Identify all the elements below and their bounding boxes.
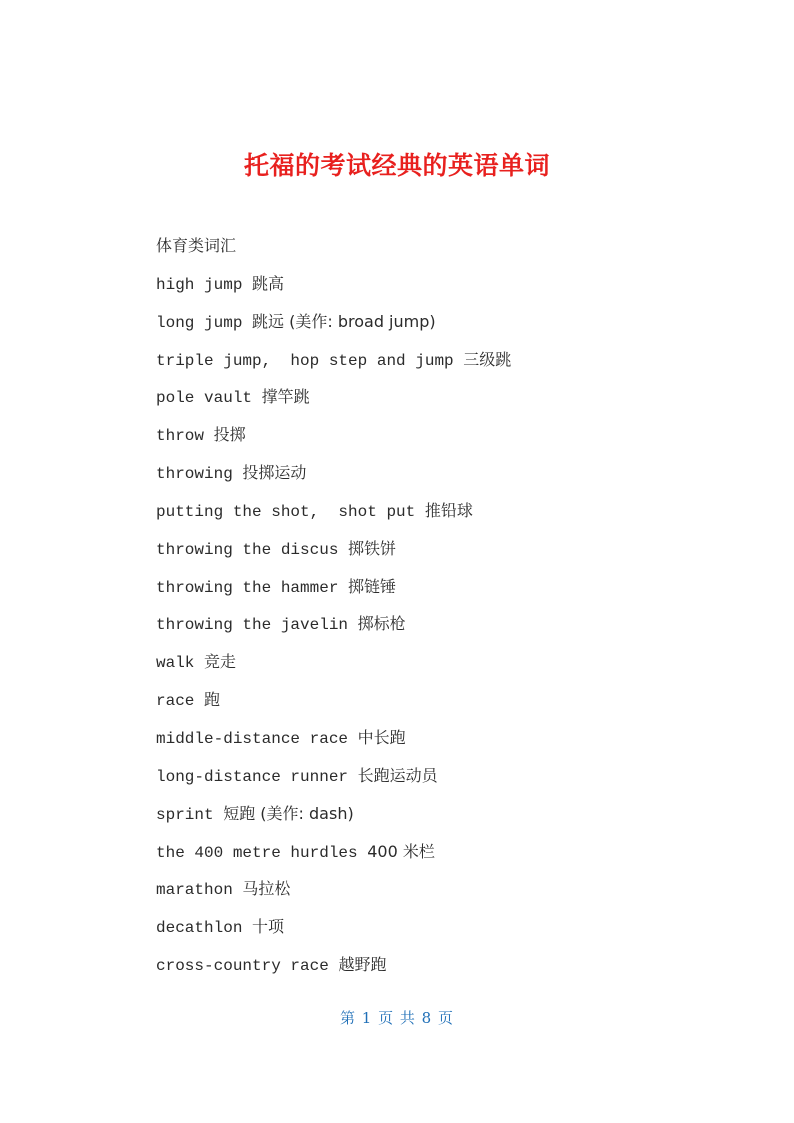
entry-english: cross-country race [156, 957, 329, 976]
entry-chinese: 掷铁饼 [348, 538, 397, 558]
entry-chinese: 投掷运动 [242, 463, 307, 483]
entry-english: throwing [156, 465, 233, 484]
entry-chinese: 跳远 (美作: broad jump) [252, 311, 436, 331]
entry-chinese: 掷链锤 [348, 576, 397, 596]
entry-english: throwing the discus [156, 540, 339, 559]
entry-english: throwing the javelin [156, 616, 349, 635]
page-number-footer: 第 1 页 共 8 页 [340, 1009, 454, 1027]
list-item [156, 874, 716, 912]
list-item [156, 307, 716, 345]
entry-chinese: 400 米栏 [367, 841, 435, 861]
entry-chinese: 竞走 [204, 652, 237, 672]
entry-english: decathlon [156, 919, 243, 938]
entry-chinese: 跳高 [252, 273, 285, 293]
entry-chinese: 马拉松 [242, 879, 291, 899]
entry-chinese: 推铅球 [424, 500, 473, 520]
section-heading: 体育类词汇 [156, 236, 237, 255]
list-item [156, 647, 716, 685]
list-item [156, 837, 716, 875]
list-item [156, 572, 716, 610]
entry-english: sprint [156, 805, 214, 824]
list-item [156, 345, 716, 383]
entry-chinese: 短跑 (美作: dash) [223, 803, 354, 823]
entry-english: middle-distance race [156, 729, 349, 748]
entry-english: throw [156, 427, 205, 446]
entry-chinese: 十项 [252, 917, 285, 937]
entry-chinese: 跑 [204, 690, 221, 710]
entry-english: long-distance runner [156, 767, 349, 786]
entry-chinese: 撑竿跳 [261, 387, 310, 407]
entry-chinese: 长跑运动员 [357, 765, 438, 785]
list-item [156, 799, 716, 837]
entry-chinese: 三级跳 [463, 349, 512, 369]
list-item [156, 458, 716, 496]
entry-chinese: 中长跑 [357, 727, 406, 747]
list-item [156, 534, 716, 572]
list-item [156, 723, 716, 761]
entry-english: long jump [156, 313, 243, 332]
entry-english: triple jump, hop step and jump [156, 351, 454, 370]
list-item [156, 496, 716, 534]
list-item [156, 420, 716, 458]
entry-chinese: 掷标枪 [357, 614, 406, 634]
entry-english: race [156, 692, 195, 711]
list-item [156, 950, 716, 988]
list-item [156, 761, 716, 799]
entry-english: throwing the hammer [156, 578, 339, 597]
entry-english: walk [156, 654, 195, 673]
list-item [156, 685, 716, 723]
vocabulary-list [156, 231, 716, 988]
entry-chinese: 投掷 [213, 425, 246, 445]
entry-english: pole vault [156, 389, 253, 408]
list-item [156, 269, 716, 307]
list-item [156, 382, 716, 420]
list-item [156, 609, 716, 647]
entry-english: marathon [156, 881, 233, 900]
entry-english: high jump [156, 275, 243, 294]
entry-english: putting the shot, shot put [156, 502, 416, 521]
page-title: 托福的考试经典的英语单词 [243, 151, 550, 180]
list-item [156, 912, 716, 950]
entry-chinese: 越野跑 [338, 955, 387, 975]
entry-english: the 400 metre hurdles [156, 843, 358, 862]
